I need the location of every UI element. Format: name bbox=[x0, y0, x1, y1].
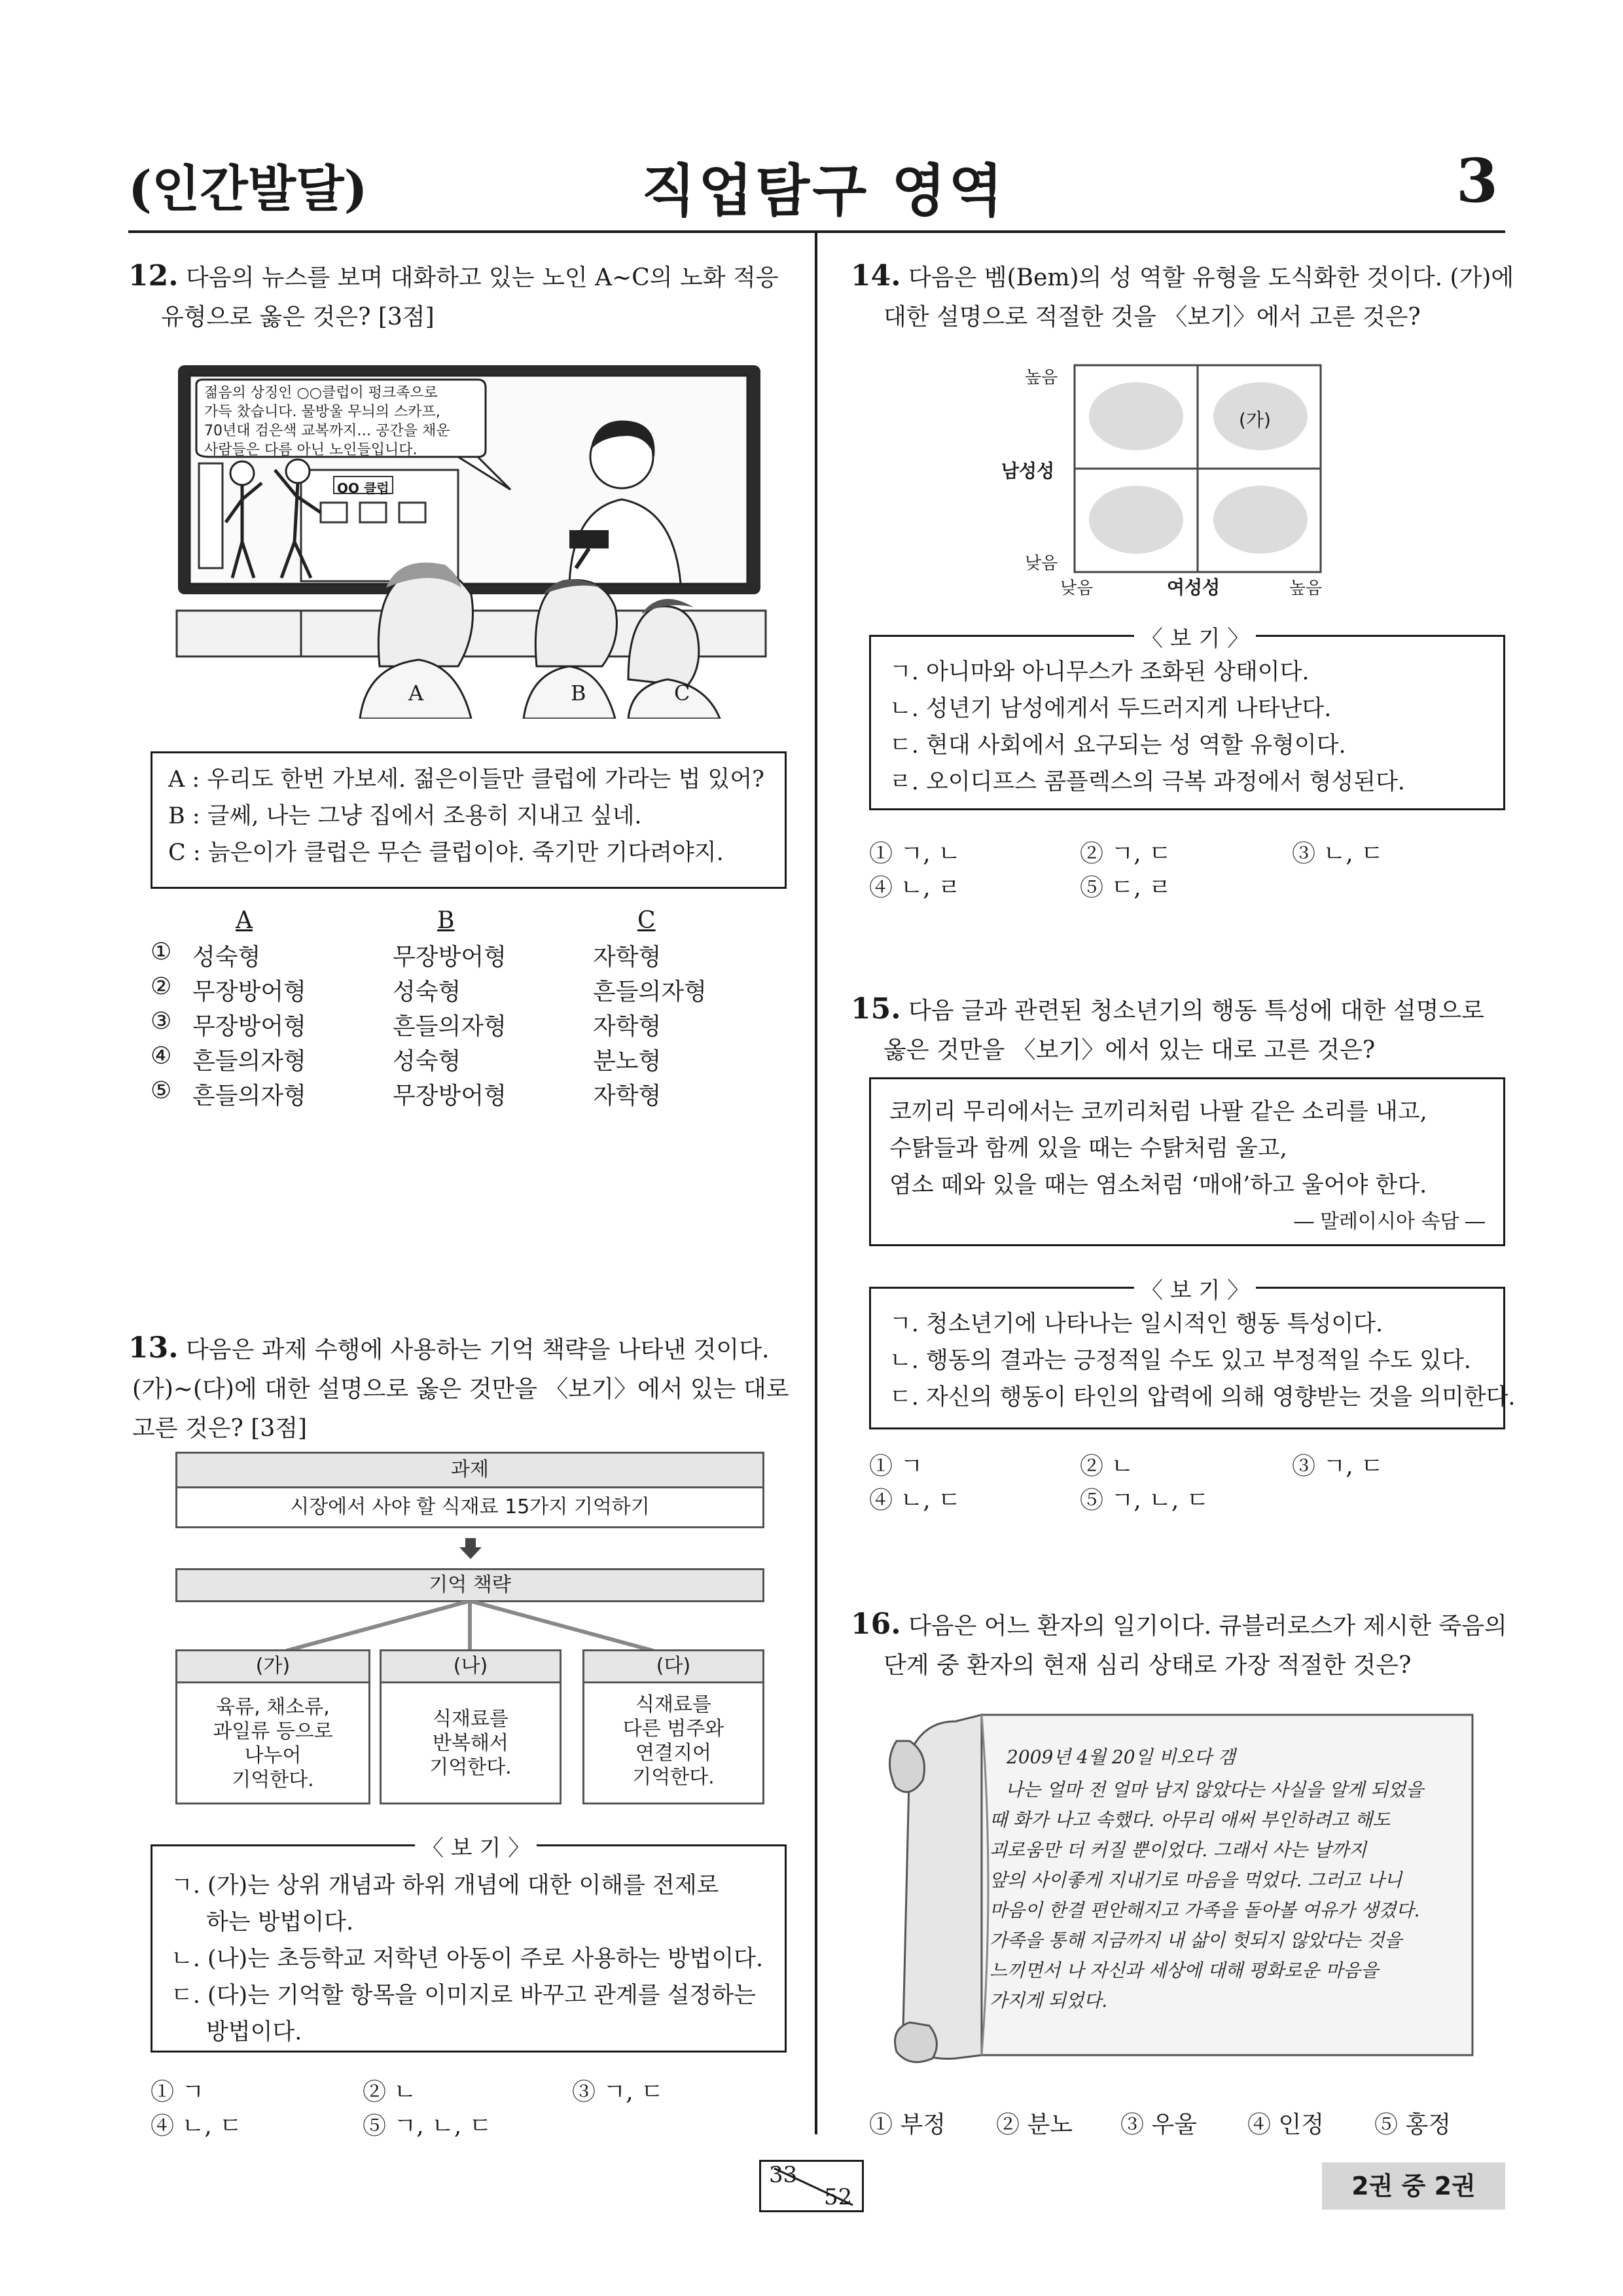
na-line: 기억한다. bbox=[429, 1756, 512, 1779]
question-16-line-2: 단계 중 환자의 현재 심리 상태로 가장 적절한 것은? bbox=[883, 1652, 1412, 1679]
q14-option-1[interactable]: ① ㄱ, ㄴ bbox=[869, 840, 961, 867]
q12-option-5[interactable] bbox=[151, 1077, 740, 1112]
subject-title: (인간발달) bbox=[128, 160, 368, 218]
ga-line: 기억한다. bbox=[232, 1768, 314, 1791]
ga-label: (가) bbox=[1239, 409, 1271, 431]
q14-option-5[interactable]: ⑤ ㄷ, ㄹ bbox=[1080, 874, 1171, 901]
q13-bogi-title: 〈 보 기 〉 bbox=[415, 1830, 537, 1862]
q12-option-4[interactable] bbox=[151, 1043, 740, 1077]
option-c: 자학형 bbox=[593, 1013, 662, 1040]
q12-option-3[interactable] bbox=[151, 1008, 740, 1043]
q12-option-2[interactable] bbox=[151, 973, 740, 1008]
option-b: 흔들의자형 bbox=[393, 1013, 507, 1040]
dialogue-b: B : 글쎄, 나는 그냥 집에서 조용히 지내고 싶네. bbox=[168, 803, 642, 829]
question-15-text bbox=[851, 990, 1512, 1070]
diary-line: 가지게 되었다. bbox=[990, 1990, 1108, 2011]
option-a: 흔들의자형 bbox=[192, 1083, 306, 1109]
option-a: 무장방어형 bbox=[192, 978, 306, 1005]
elder-label-c: C bbox=[674, 681, 690, 706]
question-15-line-2: 옳은 것만을 〈보기〉에서 있는 대로 고른 것은? bbox=[883, 1037, 1376, 1064]
q15-bogi-box bbox=[869, 1287, 1516, 1429]
quote-line-1: 코끼리 무리에서는 코끼리처럼 나팔 같은 소리를 내고, bbox=[889, 1099, 1427, 1125]
dialogue-a: A : 우리도 한번 가보세. 젊은이들만 클럽에 가라는 법 있어? bbox=[168, 766, 764, 793]
option-a: 무장방어형 bbox=[192, 1013, 306, 1040]
news-speech-bubble bbox=[204, 384, 450, 459]
q15-option-1[interactable]: ① ㄱ bbox=[869, 1453, 923, 1480]
question-16-text bbox=[851, 1605, 1512, 1685]
q13-option-3[interactable]: ③ ㄱ, ㄷ bbox=[572, 2079, 664, 2106]
q14-bogi-2: ㄴ. 성년기 남성에게서 두드러지게 나타난다. bbox=[889, 696, 1332, 722]
q14-option-2[interactable]: ② ㄱ, ㄷ bbox=[1080, 840, 1171, 867]
question-14-text bbox=[851, 257, 1512, 337]
question-13-text bbox=[128, 1329, 789, 1448]
y-axis-low: 낮음 bbox=[1025, 554, 1058, 573]
volume-badge: 2권 중 2권 bbox=[1322, 2162, 1505, 2210]
diary-body bbox=[990, 1775, 1423, 2016]
question-13-number: 13. bbox=[128, 1331, 179, 1365]
q15-bogi-title: 〈 보 기 〉 bbox=[1134, 1272, 1256, 1304]
da-line: 연결지어 bbox=[635, 1742, 711, 1765]
question-13-line-3: 고른 것은? [3점] bbox=[132, 1415, 308, 1442]
quote-line-2: 수탉들과 함께 있을 때는 수탉처럼 울고, bbox=[889, 1136, 1287, 1162]
diary-line: 가족을 통해 지금까지 내 삶이 헛되지 않았다는 것을 bbox=[990, 1929, 1402, 1951]
q13-bogi-2: ㄴ. (나)는 초등학교 저학년 아동이 주로 사용하는 방법이다. bbox=[171, 1946, 764, 1972]
question-15-line-1: 다음 글과 관련된 청소년기의 행동 특성에 대한 설명으로 bbox=[908, 997, 1484, 1024]
x-axis-high: 높음 bbox=[1289, 579, 1323, 598]
elder-label-b: B bbox=[571, 681, 586, 706]
q13-bogi-1: ㄱ. (가)는 상위 개념과 하위 개념에 대한 이해를 전제로 bbox=[171, 1873, 719, 1899]
speech-line: 70년대 검은색 교복까지… 공간을 채운 bbox=[204, 423, 450, 439]
na-line: 반복해서 bbox=[433, 1732, 508, 1755]
y-axis-high: 높음 bbox=[1025, 368, 1058, 387]
option-b: 무장방어형 bbox=[393, 944, 507, 971]
strategy-na-header: (나) bbox=[380, 1649, 562, 1683]
question-14-number: 14. bbox=[851, 259, 901, 293]
q13-bogi-3-cont: 방법이다. bbox=[206, 2019, 302, 2045]
page-counter-box bbox=[759, 2160, 864, 2212]
elder-label-a: A bbox=[408, 681, 424, 706]
q14-option-4[interactable]: ④ ㄴ, ㄹ bbox=[869, 874, 961, 901]
question-15-number: 15. bbox=[851, 992, 901, 1026]
na-line: 식재료를 bbox=[433, 1708, 508, 1731]
ga-line: 과일류 등으로 bbox=[213, 1720, 333, 1743]
q16-option-2[interactable]: ② 분노 bbox=[996, 2111, 1073, 2138]
q12-option-header-b: B bbox=[437, 907, 455, 934]
q16-option-4[interactable]: ④ 인정 bbox=[1247, 2111, 1324, 2138]
x-axis-label: 여성성 bbox=[1167, 577, 1221, 598]
question-13-line-1: 다음은 과제 수행에 사용하는 기억 책략을 나타낸 것이다. bbox=[186, 1336, 770, 1363]
question-16-number: 16. bbox=[851, 1607, 901, 1641]
strategy-header: 기억 책략 bbox=[175, 1568, 764, 1602]
bem-quadrant-diagram bbox=[1073, 364, 1322, 573]
q15-option-2[interactable]: ② ㄴ bbox=[1080, 1453, 1134, 1480]
option-number: ② bbox=[151, 973, 172, 1000]
da-line: 식재료를 bbox=[635, 1693, 711, 1716]
q14-option-3[interactable]: ③ ㄴ, ㄷ bbox=[1292, 840, 1383, 867]
q16-option-5[interactable]: ⑤ 홍정 bbox=[1374, 2111, 1451, 2138]
q15-option-4[interactable]: ④ ㄴ, ㄷ bbox=[869, 1487, 961, 1514]
strategy-connectors bbox=[175, 1601, 764, 1651]
option-number: ④ bbox=[151, 1043, 172, 1069]
q13-bogi-1-cont: 하는 방법이다. bbox=[206, 1909, 354, 1935]
q14-bogi-4: ㄹ. 오이디프스 콤플렉스의 극복 과정에서 형성된다. bbox=[889, 769, 1405, 795]
option-c: 흔들의자형 bbox=[593, 978, 707, 1005]
speech-line: 젊음의 상징인 ○○클럽이 펑크족으로 bbox=[204, 385, 438, 401]
column-divider bbox=[815, 233, 817, 2134]
question-12-line-2: 유형으로 옳은 것은? [3점] bbox=[161, 304, 435, 331]
speech-line: 사람들은 다름 아닌 노인들입니다. bbox=[204, 442, 418, 458]
diary-line: 느끼면서 나 자신과 세상에 대해 평화로운 마음을 bbox=[990, 1960, 1379, 1981]
option-number: ③ bbox=[151, 1008, 172, 1035]
diary-line: 마음이 한결 편안해지고 가족을 돌아볼 여유가 생겼다. bbox=[990, 1899, 1420, 1921]
diary-date: 2009년 4월 20일 비오다 갬 bbox=[1007, 1746, 1236, 1768]
question-12-line-1: 다음의 뉴스를 보며 대화하고 있는 노인 A~C의 노화 적응 bbox=[186, 264, 779, 291]
q12-dialogue-box bbox=[151, 751, 787, 889]
q14-bogi-1: ㄱ. 아니마와 아니무스가 조화된 상태이다. bbox=[889, 659, 1310, 685]
x-axis-low: 낮음 bbox=[1060, 579, 1094, 598]
speech-line: 가득 찼습니다. 물방울 무늬의 스카프, bbox=[204, 404, 440, 420]
q14-bogi-3: ㄷ. 현대 사회에서 요구되는 성 역할 유형이다. bbox=[889, 732, 1346, 759]
option-a: 성숙형 bbox=[192, 944, 261, 971]
q12-option-1[interactable] bbox=[151, 939, 740, 973]
da-line: 기억한다. bbox=[632, 1766, 715, 1789]
strategy-ga-header: (가) bbox=[175, 1649, 370, 1683]
strategy-da-header: (다) bbox=[582, 1649, 764, 1683]
question-12 bbox=[128, 257, 789, 337]
q15-quote-box bbox=[869, 1077, 1505, 1246]
page-current: 33 bbox=[769, 2162, 798, 2188]
strategy-na-body bbox=[380, 1681, 562, 1804]
q13-option-5[interactable]: ⑤ ㄱ, ㄴ, ㄷ bbox=[363, 2113, 492, 2140]
q13-bogi-box bbox=[151, 1844, 787, 2053]
da-line: 다른 범주와 bbox=[622, 1717, 724, 1740]
quote-line-3: 염소 떼와 있을 때는 염소처럼 ‘매애’하고 울어야 한다. bbox=[889, 1172, 1427, 1198]
q13-option-4[interactable]: ④ ㄴ, ㄷ bbox=[151, 2113, 242, 2140]
option-c: 자학형 bbox=[593, 1083, 662, 1109]
q15-option-3[interactable]: ③ ㄱ, ㄷ bbox=[1292, 1453, 1383, 1480]
task-body: 시장에서 사야 할 식재료 15가지 기억하기 bbox=[175, 1486, 764, 1528]
page-number: 3 bbox=[1456, 145, 1499, 216]
diary-line: 때 화가 나고 속했다. 아무리 애써 부인하려고 해도 bbox=[990, 1809, 1391, 1831]
q12-option-header-c: C bbox=[637, 907, 656, 934]
option-b: 성숙형 bbox=[393, 978, 461, 1005]
strategy-ga-body bbox=[175, 1681, 370, 1804]
question-14-line-2: 대한 설명으로 적절한 것을 〈보기〉에서 고른 것은? bbox=[883, 304, 1421, 331]
exam-title: 직업탐구 영역 bbox=[641, 158, 1006, 224]
q13-bogi-3: ㄷ. (다)는 기억할 항목을 이미지로 바꾸고 관계를 설정하는 bbox=[171, 1982, 756, 2009]
option-b: 성숙형 bbox=[393, 1048, 461, 1075]
q15-bogi-2: ㄴ. 행동의 결과는 긍정적일 수도 있고 부정적일 수도 있다. bbox=[889, 1348, 1471, 1374]
question-13-line-2: (가)~(다)에 대한 설명으로 옳은 것만을 〈보기〉에서 있는 대로 bbox=[132, 1376, 789, 1403]
question-12-number: 12. bbox=[128, 259, 179, 293]
dialogue-c: C : 늙은이가 클럽은 무슨 클럽이야. 죽기만 기다려야지. bbox=[168, 840, 724, 866]
q16-option-3[interactable]: ③ 우울 bbox=[1120, 2111, 1197, 2138]
diary-line: 나는 얼마 전 얼마 남지 않았다는 사실을 알게 되었을 bbox=[1005, 1779, 1424, 1801]
q16-option-1[interactable]: ① 부정 bbox=[869, 2111, 946, 2138]
q12-options bbox=[151, 939, 740, 1112]
q13-option-1[interactable]: ① ㄱ bbox=[151, 2079, 205, 2106]
q14-bogi-box bbox=[869, 635, 1505, 810]
q12-option-header-a: A bbox=[236, 907, 253, 934]
option-number: ① bbox=[151, 939, 172, 965]
option-c: 분노형 bbox=[593, 1048, 662, 1075]
question-14-line-1: 다음은 벰(Bem)의 성 역할 유형을 도식화한 것이다. (가)에 bbox=[908, 264, 1514, 291]
strategy-da-body bbox=[582, 1681, 764, 1804]
question-16-line-1: 다음은 어느 환자의 일기이다. 큐블러로스가 제시한 죽음의 bbox=[908, 1613, 1507, 1640]
y-axis-label: 남성성 bbox=[1001, 460, 1055, 482]
question-12-text bbox=[128, 257, 789, 337]
club-sign: OO 클럽 bbox=[337, 480, 389, 496]
q13-option-2[interactable]: ② ㄴ bbox=[363, 2079, 417, 2106]
q15-option-5[interactable]: ⑤ ㄱ, ㄴ, ㄷ bbox=[1080, 1487, 1209, 1514]
page-total: 52 bbox=[824, 2184, 853, 2210]
task-header: 과제 bbox=[175, 1452, 764, 1488]
q15-bogi-1: ㄱ. 청소년기에 나타나는 일시적인 행동 특성이다. bbox=[889, 1311, 1383, 1337]
option-a: 흔들의자형 bbox=[192, 1048, 306, 1075]
option-b: 무장방어형 bbox=[393, 1083, 507, 1109]
q14-bogi-title: 〈 보 기 〉 bbox=[1134, 620, 1256, 653]
quote-source: ― 말레이시아 속담 ― bbox=[1294, 1210, 1485, 1233]
option-c: 자학형 bbox=[593, 944, 662, 971]
ga-line: 육류, 채소류, bbox=[216, 1696, 330, 1719]
diary-line: 괴로움만 더 커질 뿐이었다. 그래서 사는 날까지 bbox=[990, 1839, 1367, 1861]
diary-line: 앞의 사이좋게 지내기로 마음을 먹었다. 그러고 나니 bbox=[990, 1869, 1402, 1891]
q15-bogi-3: ㄷ. 자신의 행동이 타인의 압력에 의해 영향받는 것을 의미한다. bbox=[889, 1384, 1516, 1410]
option-number: ⑤ bbox=[151, 1077, 172, 1104]
ga-line: 나누어 bbox=[244, 1744, 302, 1767]
